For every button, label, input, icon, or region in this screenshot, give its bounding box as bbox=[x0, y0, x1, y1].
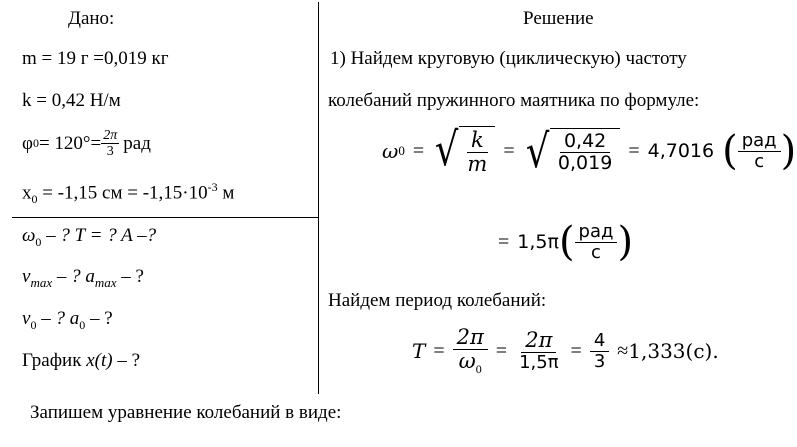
find-line-3 bbox=[22, 308, 113, 333]
values-fraction bbox=[554, 131, 616, 174]
find-line-4-end: – ? bbox=[112, 350, 140, 371]
two-pi-over-omega bbox=[453, 326, 488, 376]
find-line-4 bbox=[22, 350, 140, 372]
x0-value: = -1,15 см = -1,15·10 bbox=[37, 182, 208, 204]
four-numerator: 4 bbox=[590, 331, 609, 352]
omega-formula bbox=[382, 122, 797, 179]
given-mass: m = 19 г =0,019 кг bbox=[22, 48, 169, 69]
v-symbol: v bbox=[22, 266, 31, 287]
footer-text: Запишем уравнение колебаний в виде: bbox=[30, 402, 342, 423]
given-title: Дано: bbox=[68, 8, 115, 29]
phi-value: = 120°= bbox=[38, 132, 102, 154]
period-heading: Найдем период колебаний: bbox=[328, 290, 547, 311]
two-pi-numerator: 2π bbox=[453, 326, 488, 350]
equals-sign-3: = bbox=[628, 139, 640, 162]
x0-exponent: -3 bbox=[207, 180, 218, 194]
equals-sign-7: = bbox=[570, 339, 582, 362]
unit-denominator-2: с bbox=[591, 241, 601, 263]
phi-fraction-denominator: 3 bbox=[106, 144, 114, 160]
unit-numerator-2: рад bbox=[575, 222, 618, 243]
period-formula bbox=[412, 326, 719, 376]
equals-sign-5: = bbox=[433, 339, 445, 362]
a0-subscript: 0 bbox=[79, 317, 86, 332]
omega-pi-value: 1,5π bbox=[517, 231, 559, 254]
k-symbol: k bbox=[467, 129, 488, 153]
find-line-1 bbox=[22, 225, 156, 250]
omega0-den-subscript: 0 bbox=[475, 362, 482, 377]
k-value: 0,42 bbox=[560, 131, 610, 153]
omega-subscript: 0 bbox=[35, 234, 42, 249]
one-five-pi-denominator: 1,5π bbox=[519, 352, 559, 374]
phi-fraction bbox=[101, 128, 119, 160]
find-line-1-rest: – ? T = ? A –? bbox=[41, 225, 157, 246]
omega-pi-form bbox=[498, 219, 634, 266]
phi-symbol: φ bbox=[22, 132, 33, 154]
equals-sign-2: = bbox=[503, 139, 515, 162]
phi-fraction-numerator: 2π bbox=[103, 128, 118, 143]
omega0-symbol: ω bbox=[382, 139, 399, 164]
m-symbol: m bbox=[467, 152, 488, 177]
x0-symbol: x bbox=[22, 182, 32, 204]
x0-unit: м bbox=[217, 182, 235, 204]
find-line-3-end: – ? bbox=[85, 308, 113, 329]
given-initial-phase bbox=[22, 128, 151, 160]
omega0-denominator bbox=[455, 350, 486, 376]
radical-sign: √ bbox=[525, 124, 549, 179]
omega0-den-symbol: ω bbox=[458, 349, 476, 374]
period-value: 1,333(с). bbox=[628, 339, 719, 364]
unit-numerator: рад bbox=[738, 131, 781, 152]
given-spring-constant: k = 0,42 Н/м bbox=[22, 90, 121, 111]
given-find-divider bbox=[12, 217, 319, 218]
approx-sign: ≈ bbox=[617, 339, 629, 362]
find-line-2-mid: – ? a bbox=[52, 266, 95, 287]
given-initial-displacement bbox=[22, 180, 234, 207]
graph-function: x(t) bbox=[86, 350, 113, 371]
v-max-subscript: max bbox=[30, 274, 53, 290]
two-pi-numerator-2: 2π bbox=[521, 329, 556, 353]
sqrt-values bbox=[523, 124, 621, 179]
T-symbol: T bbox=[412, 339, 426, 364]
equals-sign-4: = bbox=[498, 230, 510, 253]
omega-symbol: ω bbox=[22, 225, 36, 246]
m-value: 0,019 bbox=[557, 152, 613, 175]
find-line-2 bbox=[22, 266, 144, 291]
v0-symbol: v bbox=[22, 308, 31, 329]
phi-subscript: 0 bbox=[32, 136, 39, 151]
omega-value: 4,7016 bbox=[647, 140, 715, 163]
radical-sign: √ bbox=[435, 122, 459, 176]
solution-step-1-line-1: 1) Найдем круговую (циклическую) частоту bbox=[330, 48, 687, 69]
graph-label: График bbox=[22, 350, 87, 371]
a-max-subscript: max bbox=[94, 274, 117, 290]
v0-subscript: 0 bbox=[30, 317, 37, 332]
column-divider bbox=[318, 2, 319, 394]
three-denominator: 3 bbox=[593, 350, 606, 372]
phi-unit: рад bbox=[123, 132, 151, 154]
equals-sign-6: = bbox=[495, 339, 508, 362]
equals-sign-1: = bbox=[412, 139, 425, 162]
k-over-m-fraction bbox=[463, 129, 491, 176]
right-paren: ) bbox=[780, 128, 797, 175]
right-paren-2: ) bbox=[617, 219, 634, 266]
left-paren: ( bbox=[722, 128, 738, 175]
unit-denominator: с bbox=[754, 150, 765, 172]
sqrt-k-over-m bbox=[432, 122, 495, 177]
omega0-subscript: 0 bbox=[398, 143, 405, 159]
four-thirds bbox=[590, 331, 609, 372]
left-paren-2: ( bbox=[558, 219, 575, 266]
unit-fraction-2 bbox=[575, 222, 618, 263]
solution-title: Решение bbox=[523, 8, 594, 29]
x0-subscript: 0 bbox=[31, 192, 38, 207]
solution-step-1-line-2: колебаний пружинного маятника по формуле: bbox=[328, 90, 700, 111]
find-line-2-end: – ? bbox=[116, 266, 144, 287]
unit-fraction bbox=[738, 131, 781, 172]
two-pi-over-1-5-pi bbox=[515, 329, 562, 373]
find-line-3-mid: – ? a bbox=[36, 308, 80, 329]
